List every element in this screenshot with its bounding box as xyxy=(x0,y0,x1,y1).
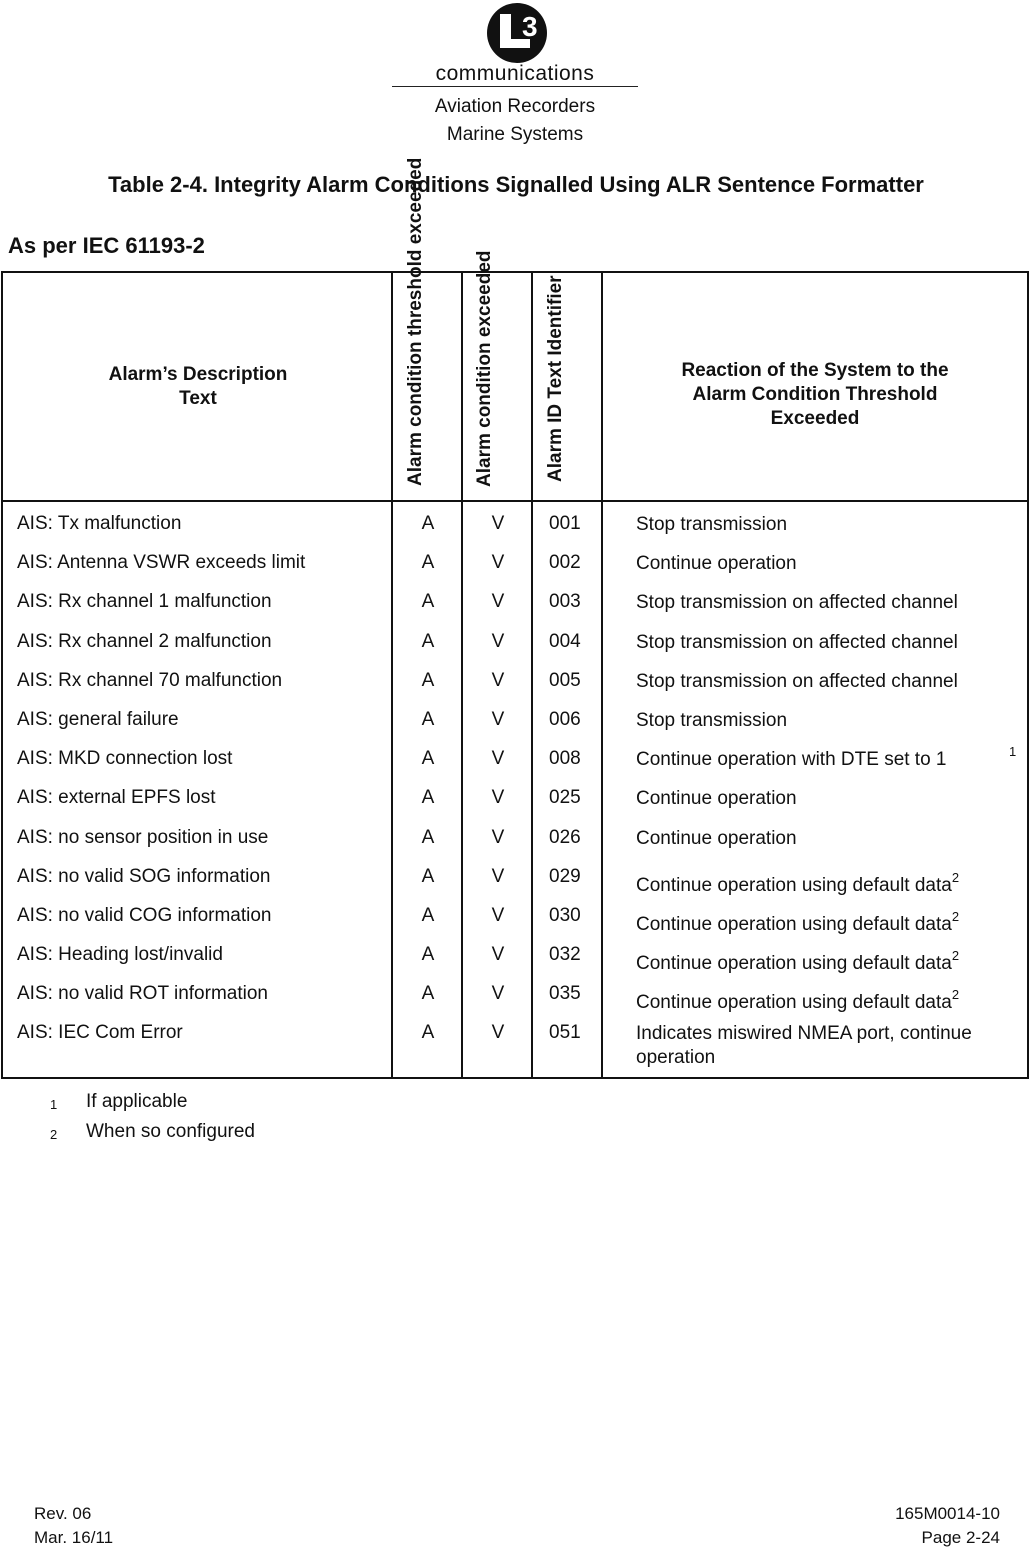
reaction-text xyxy=(636,513,1016,537)
alarm-description xyxy=(17,827,268,849)
table-row xyxy=(3,631,1027,670)
exceeded-flag-value: V xyxy=(491,708,505,730)
threshold-flag-value: A xyxy=(421,1022,435,1044)
alarm-id xyxy=(549,866,581,888)
reaction-text xyxy=(636,709,1016,733)
document-number: 165M0014-10 xyxy=(895,1504,1000,1523)
table-row xyxy=(3,983,1027,1022)
header-exceeded: Alarm condition exceeded xyxy=(474,250,495,487)
threshold-flag xyxy=(393,631,463,653)
page-header xyxy=(0,0,1032,150)
threshold-flag xyxy=(393,513,463,535)
table-row xyxy=(3,513,1027,552)
reaction-text xyxy=(636,983,1016,1015)
table-body xyxy=(3,513,1027,1069)
alarm-description xyxy=(17,552,305,574)
table-row xyxy=(3,670,1027,709)
reaction-text-value: Continue operation using default data xyxy=(636,913,952,935)
exceeded-flag xyxy=(463,709,533,731)
alarm-description-value: AIS: Tx malfunction xyxy=(17,513,182,534)
threshold-flag-value: A xyxy=(421,865,435,887)
alarm-description-value: AIS: IEC Com Error xyxy=(17,1022,183,1044)
exceeded-flag-value: V xyxy=(491,826,505,848)
table-row xyxy=(3,787,1027,826)
exceeded-flag-value: V xyxy=(491,630,505,652)
reaction-text xyxy=(636,631,1016,655)
threshold-flag-value: A xyxy=(421,591,435,613)
threshold-flag xyxy=(393,591,463,613)
threshold-flag-value: A xyxy=(421,904,435,926)
exceeded-flag-value: V xyxy=(491,904,505,926)
alarm-description-value: AIS: no valid COG information xyxy=(17,904,272,926)
table-row xyxy=(3,591,1027,630)
reaction-text-value: Continue operation xyxy=(636,553,797,575)
threshold-flag-value: A xyxy=(421,552,435,574)
header-description xyxy=(3,363,393,411)
alarm-id xyxy=(549,827,581,849)
exceeded-flag-value: V xyxy=(491,983,505,1005)
footnote-ref: 2 xyxy=(951,869,960,885)
footnote-number: 1 xyxy=(50,1097,58,1112)
footnote-ref: 2 xyxy=(951,948,960,964)
table-row xyxy=(3,1022,1027,1069)
threshold-flag-value: A xyxy=(421,708,435,730)
alarm-id xyxy=(549,513,581,535)
threshold-flag xyxy=(393,787,463,809)
exceeded-flag xyxy=(463,983,533,1005)
alarm-description xyxy=(17,670,282,692)
division-name: Aviation Recorders xyxy=(434,96,596,117)
alarm-description xyxy=(17,944,223,966)
reaction-text-value: Continue operation xyxy=(636,788,797,810)
standard-reference: As per IEC 61193-2 xyxy=(8,233,205,258)
reaction-text xyxy=(636,827,1016,851)
alarm-id xyxy=(549,1022,581,1044)
exceeded-flag-value: V xyxy=(491,748,505,770)
table-title: Table 2-4. Integrity Alarm Conditions Signalled Using ALR Sentence Formatter xyxy=(108,172,924,197)
alarm-id xyxy=(549,944,581,966)
alarm-id-value: 029 xyxy=(549,865,581,887)
alarm-description-value: AIS: Heading lost/invalid xyxy=(17,944,223,966)
l3-logo-icon xyxy=(484,2,550,64)
alarm-description-value: AIS: Rx channel 70 malfunction xyxy=(17,669,283,691)
logo-wordmark: communications xyxy=(435,62,595,85)
alarm-description xyxy=(17,748,232,770)
exceeded-flag xyxy=(463,513,533,535)
exceeded-flag xyxy=(463,670,533,692)
threshold-flag-value: A xyxy=(421,630,435,652)
alarm-description xyxy=(17,631,272,653)
header-alarm-id: Alarm ID Text Identifier xyxy=(545,275,566,482)
logo-divider xyxy=(392,86,638,87)
reaction-text xyxy=(636,591,1016,615)
reaction-text xyxy=(636,905,1016,937)
reaction-text xyxy=(636,787,1016,811)
alarm-id xyxy=(549,631,581,653)
alarm-description-value: AIS: no valid SOG information xyxy=(17,865,271,887)
reaction-text-value: Stop transmission on affected channel xyxy=(636,592,958,614)
reaction-text-value: Stop transmission on affected channel xyxy=(636,631,958,653)
footnote-ref: 1 xyxy=(1009,744,1017,760)
alarm-description-value: AIS: Antenna VSWR exceeds limit xyxy=(17,552,306,574)
reaction-text xyxy=(636,1022,1016,1070)
alarm-description xyxy=(17,787,216,809)
alarm-description xyxy=(17,866,270,888)
reaction-text xyxy=(636,748,1016,772)
alarm-description xyxy=(17,983,268,1005)
threshold-flag xyxy=(393,670,463,692)
alarm-id-value: 051 xyxy=(549,1022,581,1044)
revision-date: Mar. 16/11 xyxy=(34,1528,114,1547)
alarm-id-value: 001 xyxy=(549,513,581,534)
alarm-description xyxy=(17,709,179,731)
alarm-description xyxy=(17,1022,183,1044)
reaction-text-value: Continue operation using default data xyxy=(636,992,952,1014)
exceeded-flag-value: V xyxy=(491,513,505,534)
threshold-flag-value: A xyxy=(421,983,435,1005)
reaction-text-value: Continue operation with DTE set to 1 xyxy=(636,749,947,771)
header-description-text: Alarm’s Description Text xyxy=(108,364,288,409)
reaction-text xyxy=(636,944,1016,976)
exceeded-flag xyxy=(463,631,533,653)
threshold-flag xyxy=(393,552,463,574)
alarm-description-value: AIS: Rx channel 1 malfunction xyxy=(17,591,272,613)
threshold-flag xyxy=(393,1022,463,1044)
reaction-text xyxy=(636,670,1016,694)
revision: Rev. 06 xyxy=(34,1504,92,1523)
division-subname: Marine Systems xyxy=(446,124,584,145)
footnote-text: If applicable xyxy=(86,1091,188,1112)
alarm-description-value: AIS: MKD connection lost xyxy=(17,748,233,770)
header-reaction-text: Reaction of the System to the Alarm Condition Threshold Exceeded xyxy=(681,360,949,429)
reaction-text-value: Continue operation using default data xyxy=(636,953,952,975)
reaction-text xyxy=(636,552,1016,576)
footnote-text: When so configured xyxy=(86,1121,255,1142)
exceeded-flag-value: V xyxy=(491,552,505,574)
exceeded-flag xyxy=(463,944,533,966)
alarm-id-value: 035 xyxy=(549,983,581,1005)
exceeded-flag-value: V xyxy=(491,944,505,966)
exceeded-flag-value: V xyxy=(491,787,505,809)
reaction-text-value: Stop transmission xyxy=(636,514,788,535)
header-divider xyxy=(3,500,1027,502)
footnote-ref: 2 xyxy=(951,908,960,924)
threshold-flag xyxy=(393,944,463,966)
threshold-flag xyxy=(393,983,463,1005)
exceeded-flag-value: V xyxy=(491,865,505,887)
alarm-id-value: 026 xyxy=(549,826,581,848)
alarm-id xyxy=(549,905,581,927)
alarm-description-value: AIS: no sensor position in use xyxy=(17,826,269,848)
alarm-description-value: AIS: Rx channel 2 malfunction xyxy=(17,630,272,652)
table-row xyxy=(3,866,1027,905)
reaction-text-value: Stop transmission on affected channel xyxy=(636,670,958,692)
alarm-id-value: 003 xyxy=(549,591,581,613)
exceeded-flag-value: V xyxy=(491,669,505,691)
threshold-flag xyxy=(393,866,463,888)
alarm-id-value: 030 xyxy=(549,904,581,926)
table-row xyxy=(3,552,1027,591)
alarm-id-value: 025 xyxy=(549,787,581,809)
threshold-flag-value: A xyxy=(421,669,435,691)
exceeded-flag xyxy=(463,552,533,574)
reaction-text-value: Indicates miswired NMEA port, continue operation xyxy=(636,1023,972,1069)
table-row xyxy=(3,709,1027,748)
exceeded-flag-value: V xyxy=(491,1022,505,1044)
alarm-id-value: 005 xyxy=(549,669,581,691)
alarm-description-value: AIS: external EPFS lost xyxy=(17,787,216,809)
footnote-number: 2 xyxy=(50,1127,58,1142)
alarm-id xyxy=(549,787,581,809)
table-row xyxy=(3,944,1027,983)
alarm-id-value: 008 xyxy=(549,748,581,770)
header-threshold: Alarm condition threshold exceeded xyxy=(405,157,426,486)
threshold-flag-value: A xyxy=(421,787,435,809)
alarm-description-value: AIS: no valid ROT information xyxy=(17,983,268,1005)
alarm-description xyxy=(17,905,272,927)
reaction-text-value: Stop transmission xyxy=(636,709,788,731)
table-row xyxy=(3,744,1027,787)
header-reaction xyxy=(603,359,1027,431)
exceeded-flag xyxy=(463,905,533,927)
threshold-flag xyxy=(393,827,463,849)
exceeded-flag xyxy=(463,1022,533,1044)
threshold-flag-value: A xyxy=(421,513,435,534)
exceeded-flag-value: V xyxy=(491,591,505,613)
exceeded-flag xyxy=(463,748,533,770)
page-number: Page 2-24 xyxy=(921,1528,1000,1547)
exceeded-flag xyxy=(463,866,533,888)
exceeded-flag xyxy=(463,787,533,809)
table-row xyxy=(3,905,1027,944)
threshold-flag xyxy=(393,748,463,770)
alarm-id xyxy=(549,670,581,692)
alarm-id-value: 032 xyxy=(549,944,581,966)
reaction-text-value: Continue operation xyxy=(636,827,797,849)
alarm-id-value: 006 xyxy=(549,708,581,730)
alarm-id xyxy=(549,983,581,1005)
alarm-id xyxy=(549,552,581,574)
alarm-id xyxy=(549,748,581,770)
threshold-flag-value: A xyxy=(421,944,435,966)
footnote-ref: 2 xyxy=(951,987,960,1003)
threshold-flag-value: A xyxy=(421,748,435,770)
alarm-id xyxy=(549,591,581,613)
reaction-text-value: Continue operation using default data xyxy=(636,874,952,896)
alarm-description-value: AIS: general failure xyxy=(17,708,179,730)
table-row xyxy=(3,827,1027,866)
threshold-flag xyxy=(393,905,463,927)
alarm-id-value: 002 xyxy=(549,552,581,574)
reaction-text xyxy=(636,866,1016,898)
alarm-id-value: 004 xyxy=(549,630,581,652)
exceeded-flag xyxy=(463,591,533,613)
alarm-description xyxy=(17,591,272,613)
alarm-description xyxy=(17,513,181,535)
threshold-flag-value: A xyxy=(421,826,435,848)
alarm-id xyxy=(549,709,581,731)
svg-text:3: 3 xyxy=(522,11,538,42)
threshold-flag xyxy=(393,709,463,731)
exceeded-flag xyxy=(463,827,533,849)
